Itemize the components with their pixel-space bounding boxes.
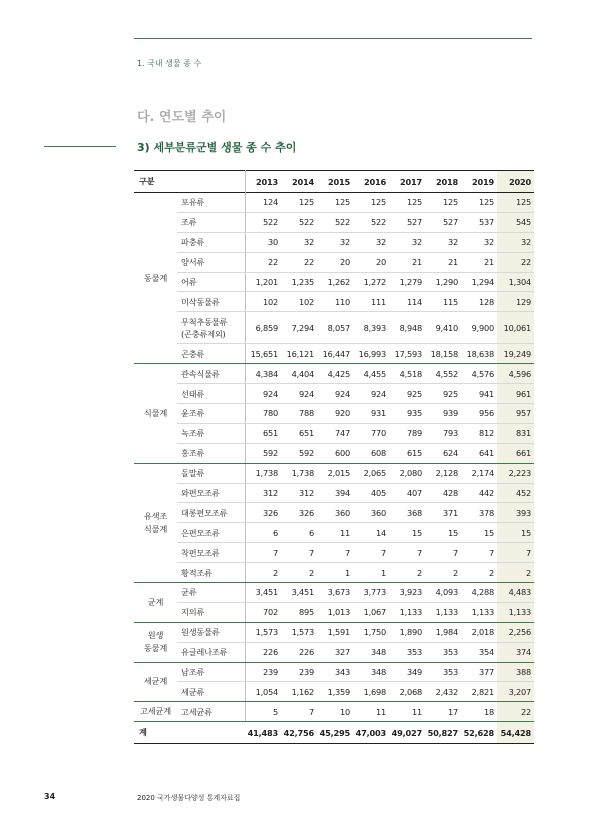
year-header: 2019 (472, 176, 495, 187)
value-cell: 125 (353, 193, 389, 213)
value-cell: 32 (353, 232, 389, 252)
value-cell: 327 (317, 642, 353, 662)
value-cell: 32 (317, 232, 353, 252)
subcategory-label: 관속식물류 (177, 364, 245, 384)
value-cell: 1 (317, 563, 353, 583)
value-cell: 15 (389, 523, 425, 543)
value-cell: 2,128 (425, 463, 461, 483)
year-header: 2018 (436, 176, 459, 187)
value-cell: 16,993 (353, 344, 389, 364)
value-cell: 4,552 (425, 364, 461, 384)
value-cell: 377 (461, 662, 497, 682)
value-cell: 747 (317, 423, 353, 443)
value-cell: 349 (389, 662, 425, 682)
value-cell: 2 (389, 563, 425, 583)
subcategory-label: 어류 (177, 272, 245, 292)
value-cell: 312 (281, 483, 317, 503)
value-cell: 353 (425, 642, 461, 662)
value-cell: 3,673 (317, 583, 353, 603)
value-cell: 21 (425, 252, 461, 272)
value-cell: 812 (461, 423, 497, 443)
value-cell: 1,133 (389, 602, 425, 622)
subcategory-label: 유글레나조류 (177, 642, 245, 662)
header-rule (134, 38, 532, 39)
value-cell: 2,174 (461, 463, 497, 483)
value-cell: 925 (425, 384, 461, 404)
value-cell: 935 (389, 404, 425, 424)
table-title: 3) 세부분류군별 생물 종 수 추이 (137, 141, 297, 154)
value-cell: 374 (497, 642, 534, 662)
value-cell: 2 (425, 563, 461, 583)
value-cell: 125 (461, 193, 497, 213)
group-label: 세균계 (134, 662, 177, 702)
value-cell: 1,272 (353, 272, 389, 292)
value-cell: 522 (353, 212, 389, 232)
value-cell: 2 (461, 563, 497, 583)
table-row (134, 212, 534, 232)
value-cell: 527 (425, 212, 461, 232)
value-cell: 30 (245, 232, 281, 252)
value-cell: 1,591 (317, 622, 353, 642)
value-cell: 239 (281, 662, 317, 682)
total-cell: 41,483 (247, 727, 279, 738)
value-cell: 226 (281, 642, 317, 662)
value-cell: 6 (245, 523, 281, 543)
value-cell: 789 (389, 423, 425, 443)
subcategory-label: 선태류 (177, 384, 245, 404)
value-cell: 1,290 (425, 272, 461, 292)
value-cell: 115 (425, 292, 461, 312)
value-cell: 780 (245, 404, 281, 424)
value-cell: 651 (281, 423, 317, 443)
value-cell: 360 (317, 503, 353, 523)
value-cell: 545 (497, 212, 534, 232)
value-cell: 354 (461, 642, 497, 662)
value-cell: 592 (281, 443, 317, 463)
value-cell: 702 (245, 602, 281, 622)
table-row (134, 193, 534, 213)
value-cell: 920 (317, 404, 353, 424)
value-cell: 2,068 (389, 682, 425, 702)
year-header: 2013 (245, 171, 281, 193)
value-cell: 2 (245, 563, 281, 583)
value-cell: 21 (389, 252, 425, 272)
value-cell: 522 (281, 212, 317, 232)
value-cell: 9,410 (425, 312, 461, 344)
value-cell: 368 (389, 503, 425, 523)
chapter-title: 다. 연도별 추이 (137, 110, 227, 125)
group-label: 원생 동물계 (134, 622, 177, 662)
table-body (134, 193, 534, 722)
value-cell: 360 (353, 503, 389, 523)
table-row (134, 463, 534, 483)
value-cell: 15 (425, 523, 461, 543)
value-cell: 1,304 (497, 272, 534, 292)
value-cell: 22 (497, 702, 534, 722)
value-cell: 2,015 (317, 463, 353, 483)
value-cell: 1,294 (461, 272, 497, 292)
value-cell: 4,483 (497, 583, 534, 603)
value-cell: 17,593 (389, 344, 425, 364)
year-header: 2014 (292, 176, 315, 187)
table-row (134, 404, 534, 424)
value-cell: 1,984 (425, 622, 461, 642)
value-cell: 6 (281, 523, 317, 543)
table-row (134, 483, 534, 503)
value-cell: 1,201 (245, 272, 281, 292)
value-cell: 239 (245, 662, 281, 682)
subcategory-label: 포유류 (177, 193, 245, 213)
value-cell: 111 (353, 292, 389, 312)
value-cell: 1,279 (389, 272, 425, 292)
value-cell: 3,923 (389, 583, 425, 603)
subcategory-label: 윤조류 (177, 404, 245, 424)
table-row (134, 364, 534, 384)
value-cell: 353 (425, 662, 461, 682)
footer-doc-title: 2020 국가생물다양성 통계자료집 (137, 794, 241, 802)
subcategory-label: 황적조류 (177, 563, 245, 583)
value-cell: 407 (389, 483, 425, 503)
subcategory-label: 균류 (177, 583, 245, 603)
value-cell: 1,067 (353, 602, 389, 622)
value-cell: 931 (353, 404, 389, 424)
value-cell: 353 (389, 642, 425, 662)
value-cell: 32 (497, 232, 534, 252)
value-cell: 8,393 (353, 312, 389, 344)
value-cell: 405 (353, 483, 389, 503)
value-cell: 7 (245, 543, 281, 563)
group-label: 동물계 (134, 193, 177, 364)
value-cell: 4,596 (497, 364, 534, 384)
value-cell: 102 (245, 292, 281, 312)
value-cell: 7 (497, 543, 534, 563)
value-cell: 624 (425, 443, 461, 463)
value-cell: 1,235 (281, 272, 317, 292)
value-cell: 3,207 (497, 682, 534, 702)
table-row (134, 503, 534, 523)
value-cell: 925 (389, 384, 425, 404)
value-cell: 9,900 (461, 312, 497, 344)
value-cell: 125 (425, 193, 461, 213)
table-row (134, 682, 534, 702)
value-cell: 2,821 (461, 682, 497, 702)
value-cell: 1,133 (461, 602, 497, 622)
value-cell: 312 (245, 483, 281, 503)
value-cell: 600 (317, 443, 353, 463)
value-cell: 124 (245, 193, 281, 213)
subcategory-label: 착편모조류 (177, 543, 245, 563)
value-cell: 1,359 (317, 682, 353, 702)
year-header: 2020 (497, 171, 534, 193)
value-cell: 32 (281, 232, 317, 252)
table-row (134, 292, 534, 312)
value-cell: 1,750 (353, 622, 389, 642)
value-cell: 1,133 (497, 602, 534, 622)
value-cell: 16,447 (317, 344, 353, 364)
value-cell: 2,080 (389, 463, 425, 483)
subcategory-label: 대롱편모조류 (177, 503, 245, 523)
value-cell: 22 (497, 252, 534, 272)
total-cell: 54,428 (497, 722, 534, 744)
value-cell: 1,890 (389, 622, 425, 642)
total-cell: 52,628 (463, 727, 495, 738)
subcategory-label: 홍조류 (177, 443, 245, 463)
value-cell: 7 (353, 543, 389, 563)
value-cell: 7 (425, 543, 461, 563)
value-cell: 641 (461, 443, 497, 463)
value-cell: 4,093 (425, 583, 461, 603)
table-row (134, 423, 534, 443)
value-cell: 102 (281, 292, 317, 312)
total-row (134, 722, 534, 744)
subcategory-label: 원생동물류 (177, 622, 245, 642)
value-cell: 956 (461, 404, 497, 424)
subcategory-label: 조류 (177, 212, 245, 232)
value-cell: 348 (353, 662, 389, 682)
value-cell: 17 (425, 702, 461, 722)
year-header: 2017 (400, 176, 423, 187)
value-cell: 125 (389, 193, 425, 213)
value-cell: 393 (497, 503, 534, 523)
table-row (134, 523, 534, 543)
value-cell: 4,425 (317, 364, 353, 384)
subcategory-label: 미삭동물류 (177, 292, 245, 312)
value-cell: 941 (461, 384, 497, 404)
value-cell: 939 (425, 404, 461, 424)
section-label: 1. 국내 생물 종 수 (137, 59, 202, 68)
value-cell: 615 (389, 443, 425, 463)
table-row (134, 312, 534, 344)
value-cell: 1,573 (245, 622, 281, 642)
value-cell: 3,451 (245, 583, 281, 603)
table-row (134, 622, 534, 642)
value-cell: 7 (389, 543, 425, 563)
group-label: 고세균계 (134, 702, 177, 722)
value-cell: 10,061 (497, 312, 534, 344)
value-cell: 2,432 (425, 682, 461, 702)
subcategory-label: 양서류 (177, 252, 245, 272)
value-cell: 326 (281, 503, 317, 523)
value-cell: 6,859 (245, 312, 281, 344)
year-header: 2016 (364, 176, 387, 187)
value-cell: 2,018 (461, 622, 497, 642)
value-cell: 7 (281, 702, 317, 722)
value-cell: 7 (461, 543, 497, 563)
value-cell: 522 (245, 212, 281, 232)
value-cell: 895 (281, 602, 317, 622)
value-cell: 1,698 (353, 682, 389, 702)
value-cell: 128 (461, 292, 497, 312)
value-cell: 1,054 (245, 682, 281, 702)
subcategory-label: 무척추동물류 (곤충류제외) (177, 312, 245, 344)
subcategory-label: 세균류 (177, 682, 245, 702)
group-label: 유색조 식물계 (134, 463, 177, 582)
value-cell: 11 (353, 702, 389, 722)
subcategory-label: 파충류 (177, 232, 245, 252)
value-cell: 20 (317, 252, 353, 272)
value-cell: 5 (245, 702, 281, 722)
value-cell: 428 (425, 483, 461, 503)
value-cell: 7,294 (281, 312, 317, 344)
value-cell: 343 (317, 662, 353, 682)
subcategory-label: 와편모조류 (177, 483, 245, 503)
subcategory-label: 고세균류 (177, 702, 245, 722)
total-cell: 45,295 (319, 727, 351, 738)
value-cell: 1,013 (317, 602, 353, 622)
value-cell: 4,576 (461, 364, 497, 384)
value-cell: 8,948 (389, 312, 425, 344)
group-label: 식물계 (134, 364, 177, 463)
value-cell: 32 (389, 232, 425, 252)
subcategory-label: 지의류 (177, 602, 245, 622)
total-cell: 42,756 (283, 727, 315, 738)
value-cell: 2,065 (353, 463, 389, 483)
value-cell: 793 (425, 423, 461, 443)
value-cell: 18,158 (425, 344, 461, 364)
table-row (134, 662, 534, 682)
year-header: 2015 (328, 176, 351, 187)
table-row (134, 252, 534, 272)
value-cell: 2 (281, 563, 317, 583)
value-cell: 442 (461, 483, 497, 503)
subcategory-label: 곤충류 (177, 344, 245, 364)
value-cell: 19,249 (497, 344, 534, 364)
value-cell: 4,404 (281, 364, 317, 384)
value-cell: 32 (461, 232, 497, 252)
value-cell: 11 (317, 523, 353, 543)
value-cell: 957 (497, 404, 534, 424)
total-label: 계 (139, 727, 147, 738)
value-cell: 11 (389, 702, 425, 722)
value-cell: 125 (281, 193, 317, 213)
value-cell: 10 (317, 702, 353, 722)
value-cell: 788 (281, 404, 317, 424)
value-cell: 125 (317, 193, 353, 213)
value-cell: 15 (461, 523, 497, 543)
value-cell: 2 (497, 563, 534, 583)
value-cell: 4,455 (353, 364, 389, 384)
table-row (134, 583, 534, 603)
value-cell: 18 (461, 702, 497, 722)
table-row (134, 272, 534, 292)
value-cell: 452 (497, 483, 534, 503)
value-cell: 18,638 (461, 344, 497, 364)
table-row (134, 642, 534, 662)
value-cell: 924 (353, 384, 389, 404)
value-cell: 7 (281, 543, 317, 563)
value-cell: 592 (245, 443, 281, 463)
value-cell: 15,651 (245, 344, 281, 364)
value-cell: 961 (497, 384, 534, 404)
value-cell: 22 (245, 252, 281, 272)
value-cell: 20 (353, 252, 389, 272)
subtitle-rule (44, 146, 116, 147)
table-row (134, 384, 534, 404)
value-cell: 770 (353, 423, 389, 443)
value-cell: 3,451 (281, 583, 317, 603)
page-number: 34 (44, 792, 56, 801)
table-row (134, 344, 534, 364)
category-header: 구분 (139, 176, 155, 186)
value-cell: 226 (245, 642, 281, 662)
table-row (134, 232, 534, 252)
value-cell: 4,518 (389, 364, 425, 384)
value-cell: 14 (353, 523, 389, 543)
species-count-table (134, 170, 534, 744)
value-cell: 7 (317, 543, 353, 563)
subcategory-label: 은편모조류 (177, 523, 245, 543)
value-cell: 2,223 (497, 463, 534, 483)
value-cell: 4,288 (461, 583, 497, 603)
value-cell: 348 (353, 642, 389, 662)
value-cell: 2,256 (497, 622, 534, 642)
table-row (134, 543, 534, 563)
value-cell: 15 (497, 523, 534, 543)
value-cell: 326 (245, 503, 281, 523)
subcategory-label: 돌말류 (177, 463, 245, 483)
value-cell: 1,133 (425, 602, 461, 622)
value-cell: 1,262 (317, 272, 353, 292)
value-cell: 21 (461, 252, 497, 272)
value-cell: 831 (497, 423, 534, 443)
value-cell: 527 (389, 212, 425, 232)
group-label: 균계 (134, 583, 177, 623)
subcategory-label: 녹조류 (177, 423, 245, 443)
value-cell: 388 (497, 662, 534, 682)
value-cell: 651 (245, 423, 281, 443)
total-cell: 47,003 (355, 727, 387, 738)
value-cell: 924 (317, 384, 353, 404)
value-cell: 924 (245, 384, 281, 404)
value-cell: 129 (497, 292, 534, 312)
value-cell: 1,162 (281, 682, 317, 702)
value-cell: 371 (425, 503, 461, 523)
value-cell: 110 (317, 292, 353, 312)
value-cell: 32 (425, 232, 461, 252)
total-cell: 49,027 (391, 727, 423, 738)
table-header-row (134, 171, 534, 193)
value-cell: 1,738 (281, 463, 317, 483)
value-cell: 378 (461, 503, 497, 523)
value-cell: 22 (281, 252, 317, 272)
subcategory-label: 남조류 (177, 662, 245, 682)
value-cell: 661 (497, 443, 534, 463)
value-cell: 1,738 (245, 463, 281, 483)
value-cell: 4,384 (245, 364, 281, 384)
value-cell: 125 (497, 193, 534, 213)
value-cell: 3,773 (353, 583, 389, 603)
value-cell: 1 (353, 563, 389, 583)
total-cell: 50,827 (427, 727, 459, 738)
value-cell: 537 (461, 212, 497, 232)
table-row (134, 443, 534, 463)
value-cell: 394 (317, 483, 353, 503)
table-row (134, 702, 534, 722)
value-cell: 608 (353, 443, 389, 463)
value-cell: 924 (281, 384, 317, 404)
value-cell: 8,057 (317, 312, 353, 344)
table-row (134, 602, 534, 622)
table-row (134, 563, 534, 583)
value-cell: 114 (389, 292, 425, 312)
value-cell: 16,121 (281, 344, 317, 364)
value-cell: 1,573 (281, 622, 317, 642)
value-cell: 522 (317, 212, 353, 232)
